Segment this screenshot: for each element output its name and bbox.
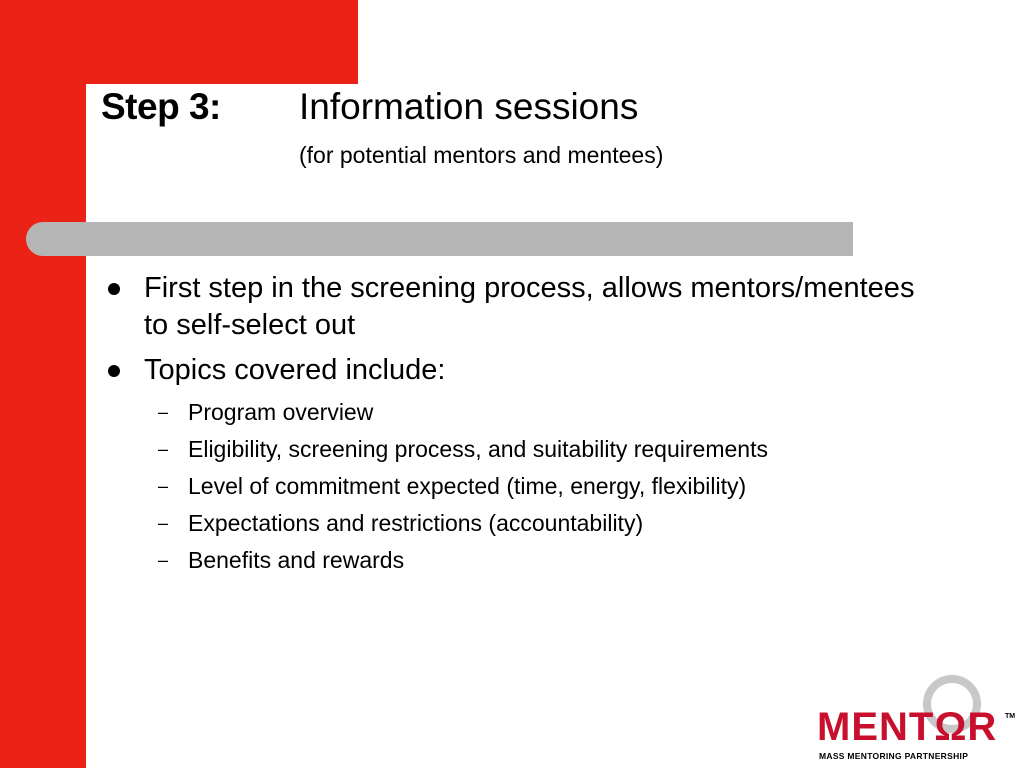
sub-bullet-text: Benefits and rewards [188, 547, 405, 573]
bullet-text: Topics covered include: [144, 354, 446, 386]
left-red-bar [0, 0, 86, 768]
sub-bullet-text: Eligibility, screening process, and suitability requirements [188, 436, 768, 462]
bullet-item [106, 352, 926, 389]
sub-bullet-item [106, 545, 926, 575]
slide-title [101, 86, 901, 216]
sub-bullet-item [106, 434, 926, 464]
title-step-label: Step 3: [101, 86, 221, 127]
dash-icon: – [158, 476, 169, 496]
sub-bullet-item [106, 397, 926, 427]
bullet-dot-icon [108, 365, 120, 377]
bullet-item [106, 270, 926, 344]
mentor-logo [815, 675, 1015, 765]
sub-bullet-text: Level of commitment expected (time, energy, flexibility) [188, 473, 747, 499]
dash-icon: – [158, 439, 169, 459]
title-divider-bar [26, 222, 853, 256]
title-subtitle: (for potential mentors and mentees) [299, 142, 664, 168]
logo-tagline: MASS MENTORING PARTNERSHIP [819, 751, 969, 761]
bullet-text: First step in the screening process, allows mentors/mentees to self-select out [144, 272, 915, 341]
logo-trademark: TM [1005, 713, 1016, 720]
dash-icon: – [158, 550, 169, 570]
sub-bullet-text: Program overview [188, 399, 374, 425]
dash-icon: – [158, 513, 169, 533]
sub-bullet-text: Expectations and restrictions (accountability) [188, 510, 644, 536]
sub-bullet-item [106, 508, 926, 538]
title-main-text: Information sessions [299, 86, 639, 127]
bullet-dot-icon [108, 283, 120, 295]
logo-wordmark: MENTΩR [817, 705, 998, 749]
dash-icon: – [158, 402, 169, 422]
top-red-block [0, 0, 358, 84]
slide-content [106, 270, 926, 582]
sub-bullet-item [106, 471, 926, 501]
